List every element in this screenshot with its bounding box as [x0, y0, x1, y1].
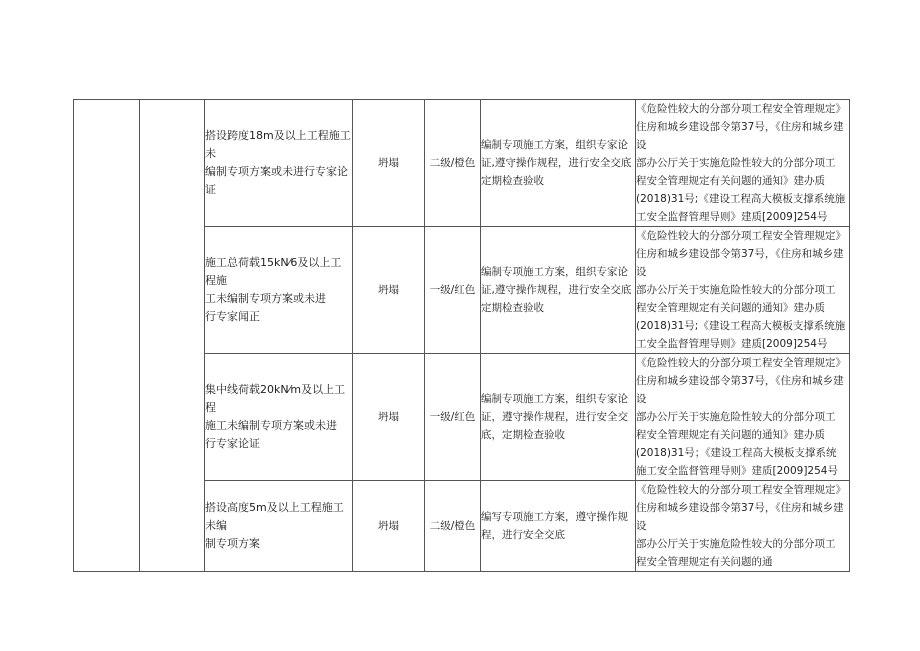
- accident-category-cell: [353, 227, 425, 354]
- risk-level-cell: [425, 100, 481, 227]
- hazard-description: 施工总荷载15kN⁄6及以上工程施 工未编制专项方案或未进 行专家闻正: [205, 256, 342, 323]
- legal-basis-cell: [636, 354, 850, 481]
- merged-empty-cell-1: [74, 100, 140, 572]
- risk-level-cell: [425, 227, 481, 354]
- risk-level: 一级/红色: [429, 284, 476, 296]
- legal-basis: 《危险性较大的分部分项工程安全管理规定》 住房和城乡建设部令第37号，《住房和城乡建设 部办公厅关于实施危险性较大的分部分项工 程安全管理规定有关问题的通知》建办质 (2018)31号;《建设工程高大模板支撑系统施 工安全监督管理导则》建质[2009]254号: [636, 103, 846, 223]
- hazard-description: 搭设高度5m及以上工程施工未编 制专项方案: [205, 501, 344, 550]
- control-measures: 编制专项施工方案，组织专家论 证，遵守操作规程，进行安全交 底，定期检查验收: [481, 393, 628, 441]
- merged-empty-cell-2: [140, 100, 205, 572]
- risk-level: 二级/橙色: [429, 157, 476, 169]
- accident-category-cell: [353, 100, 425, 227]
- accident-category: 坍塌: [378, 411, 399, 423]
- risk-level: 二级/橙色: [429, 520, 476, 532]
- risk-level-cell: [425, 354, 481, 481]
- legal-basis: 《危险性较大的分部分项工程安全管理规定》 住房和城乡建设部令第37号，《住房和城乡建设 部办公厅关于实施危险性较大的分部分项工 程安全管理规定有关问题的通知》建办质 (2018)31号;《建设工程高大模板支撑系统施 工安全监督管理导则》建质[2009]254号: [636, 230, 846, 350]
- legal-basis: 《危险性较大的分部分项工程安全管理规定》 住房和城乡建设部令第37号，《住房和城乡建设 部办公厅关于实施危险性较大的分部分项工 程安全管理规定有关问题的通: [636, 484, 846, 568]
- hazard-description-cell: [205, 100, 353, 227]
- hazard-description-cell: [205, 354, 353, 481]
- hazard-description: 集中线荷载20kN⁄m及以上工程 施工未编制专项方案或未进 行专家论证: [205, 383, 346, 450]
- control-measures-cell: [481, 354, 636, 481]
- control-measures: 编写专项施工方案，遵守操作规 程，进行安全交底: [481, 511, 628, 541]
- accident-category-cell: [353, 354, 425, 481]
- legal-basis-cell: [636, 481, 850, 572]
- hazard-description: 搭设跨度18m及以上工程施工未 编制专项方案或未进行专家论证: [205, 129, 351, 196]
- legal-basis: 《危险性较大的分部分项工程安全管理规定》 住房和城乡建设部令第37号，《住房和城乡建设 部办公厅关于实施危险性较大的分部分项工 程安全管理规定有关问题的通知》建办质 (2018)31号；《建设工程高大模板支撑系统 施工安全监督管理导则》建质[2009]254号: [636, 357, 846, 477]
- table-row: [74, 100, 850, 227]
- control-measures-cell: [481, 481, 636, 572]
- risk-level-cell: [425, 481, 481, 572]
- accident-category: 坍塌: [378, 284, 399, 296]
- control-measures: 编制专项施工方案，组织专家论 证,遵守操作规程，进行安全交底 定期检查验收: [481, 139, 632, 187]
- accident-category-cell: [353, 481, 425, 572]
- control-measures: 编制专项施工方案，组织专家论 证,遵守操作规程，进行安全交底 定期检查验收: [481, 266, 632, 314]
- risk-table: [73, 99, 850, 572]
- hazard-description-cell: [205, 227, 353, 354]
- control-measures-cell: [481, 100, 636, 227]
- legal-basis-cell: [636, 100, 850, 227]
- hazard-description-cell: [205, 481, 353, 572]
- accident-category: 坍塌: [378, 520, 399, 532]
- accident-category: 坍塌: [378, 157, 399, 169]
- legal-basis-cell: [636, 227, 850, 354]
- risk-level: 一级/红色: [429, 411, 476, 423]
- control-measures-cell: [481, 227, 636, 354]
